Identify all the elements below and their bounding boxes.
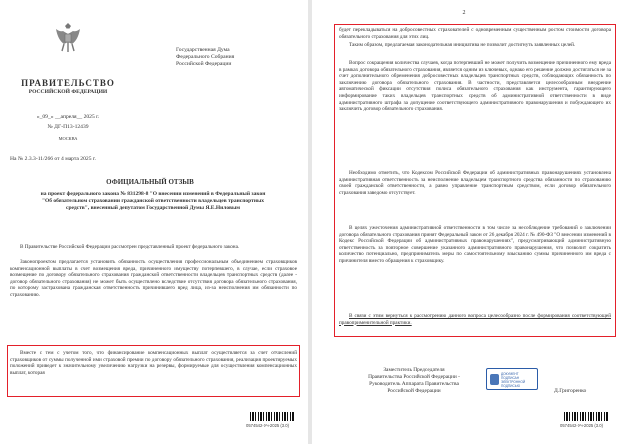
page-divider: [308, 0, 312, 444]
paragraph: будет перекладываться на добросовестных страхователей с одновременным существенным ростом стоимости договора обязательного страхования для этих лиц.: [339, 27, 611, 40]
document-page-2: [314, 0, 620, 444]
recipient-line: Российской Федерации: [176, 61, 232, 67]
document-number: № ДГ-П13-12439: [47, 124, 89, 130]
paragraph: В связи с этим вернуться к рассмотрению данного вопроса целесообразно после формирования соответствующей правоприменительной практики.: [339, 313, 611, 326]
paragraph: В Правительстве Российской Федерации рассмотрен представленный проект федерального закона.: [20, 244, 240, 250]
signer-name: Д.Григоренко: [554, 388, 587, 394]
coat-of-arms-icon: [52, 20, 84, 54]
signer-line: Заместитель Председателя: [383, 367, 445, 373]
document-heading: ОФИЦИАЛЬНЫЙ ОТЗЫВ: [106, 178, 194, 186]
page-number: 2: [462, 10, 466, 16]
signer-block: [344, 367, 484, 395]
barcode-number: 0574542-Уч-2025 (3.0): [246, 423, 290, 428]
signer-line: Правительства Российской Федерации -: [368, 374, 460, 380]
reference-line: На № 2.3.3-11/266 от 4 марта 2025 г.: [10, 156, 96, 162]
document-page-1: [0, 0, 306, 444]
city-label: МОСКВА: [58, 136, 78, 141]
barcode-number: 0574542-Уч-2025 (3.0): [560, 423, 604, 428]
paragraph: Законопроектом предлагается установить обязанность осуществления профессиональным объединением страховщиков компенсационной выплаты в счет возмещения вреда, причиненного имуществу потерпевшего, в случае, если страховое возмещение по договору обязательного страхования гражданской ответственности владельцев транспортных средств (далее - договор обязательного страхования) не может быть осуществлено вследствие отсутствия договора обязательного страхования, по которому застрахована гражданская ответственность причинившего вред лица, из-за неисполнения им обязанности по страхованию.: [10, 259, 297, 298]
highlight-box: [334, 24, 616, 337]
highlight-box: [7, 345, 300, 397]
signer-line: Российской Федерации: [387, 388, 441, 394]
document-subject: на проект федерального закона № 831298-8 "О внесении изменений в Федеральный закон "Об обязательном страховании гражданской ответственности владельцев транспортных средств", внесенный депутатом Государственной Думы Я.Е.Ниловым: [40, 191, 266, 212]
date-line: «_09_» __апреля__ 2025 г.: [36, 114, 100, 120]
government-title: ПРАВИТЕЛЬСТВО: [21, 78, 115, 88]
stamp-text: ДОКУМЕНТ ПОДПИСАН ЭЛЕКТРОННОЙ ПОДПИСЬЮ: [501, 372, 526, 388]
recipient-block: [176, 47, 296, 68]
recipient-line: Государственная Дума: [176, 47, 230, 53]
barcode-icon: [250, 412, 294, 421]
signer-line: Руководитель Аппарата Правительства: [369, 381, 459, 387]
digital-signature-stamp: [486, 368, 538, 390]
paragraph: Необходимо отметить, что Кодексом Российской Федерации об административных правонарушениях установлена административная ответственность за неисполнение владельцем транспортного средства обязанности по страхованию своей гражданской ответственности, а равно управление транспортным средством, если договор обязательного страхования заведомо отсутствует.: [339, 170, 611, 196]
paragraph: Таким образом, предлагаемая законодательная инициатива не позволит достигнуть заявленных целей.: [349, 42, 576, 48]
barcode-icon: [564, 412, 608, 421]
stamp-emblem-icon: [490, 374, 499, 385]
paragraph: В целях ужесточения административной ответственности в том числе за несоблюдение требований о заключении договора обязательного страхования принят Федеральный закон от 26 декабря 2024 г. № 490-ФЗ "О внесении изменений в Кодекс Российской Федерации об административных правонарушениях", предусматривающий административную ответственность за повторное совершение указанного административного правонарушения, что позволит сократить количество потенциально, предприниматель меры по самостоятельному взысканию суммы причиненного им вреда с причинителя вместо обращения к страховщику.: [339, 225, 611, 264]
government-subtitle: РОССИЙСКОЙ ФЕДЕРАЦИИ: [28, 89, 108, 95]
paragraph: Вопрос сокращения количества случаев, когда потерпевший не может получить возмещение причиненного ему вреда в рамках договора обязательного страхования, является одним из ключевых, однако его решение должно достигаться не за счет дополнительного обременения добросовестных владельцев транспортных средств, соблюдающих обязанность по заключению договора обязательного страхования. В частности, представляется целесообразным внедрение автоматической фиксации отсутствия полиса обязательного страхования как инструмента, гарантирующего информирование таких владельцев транспортных средств об административной ответственности в виде административного штрафа за допущение соответствующего административного правонарушения и побуждающего их заключить договор обязательного страхования.: [339, 60, 611, 113]
paragraph: Вместе с тем с учетом того, что финансирование компенсационных выплат осуществляется за счет отчислений страховщиков от суммы полученной ими страховой премии по договору обязательного страхования, реализация проектируемых положений приведет к значительному увеличению нагрузки на резервы, формируемые для осуществления компенсационных выплат, которая: [10, 350, 297, 376]
recipient-line: Федерального Собрания: [176, 54, 235, 60]
